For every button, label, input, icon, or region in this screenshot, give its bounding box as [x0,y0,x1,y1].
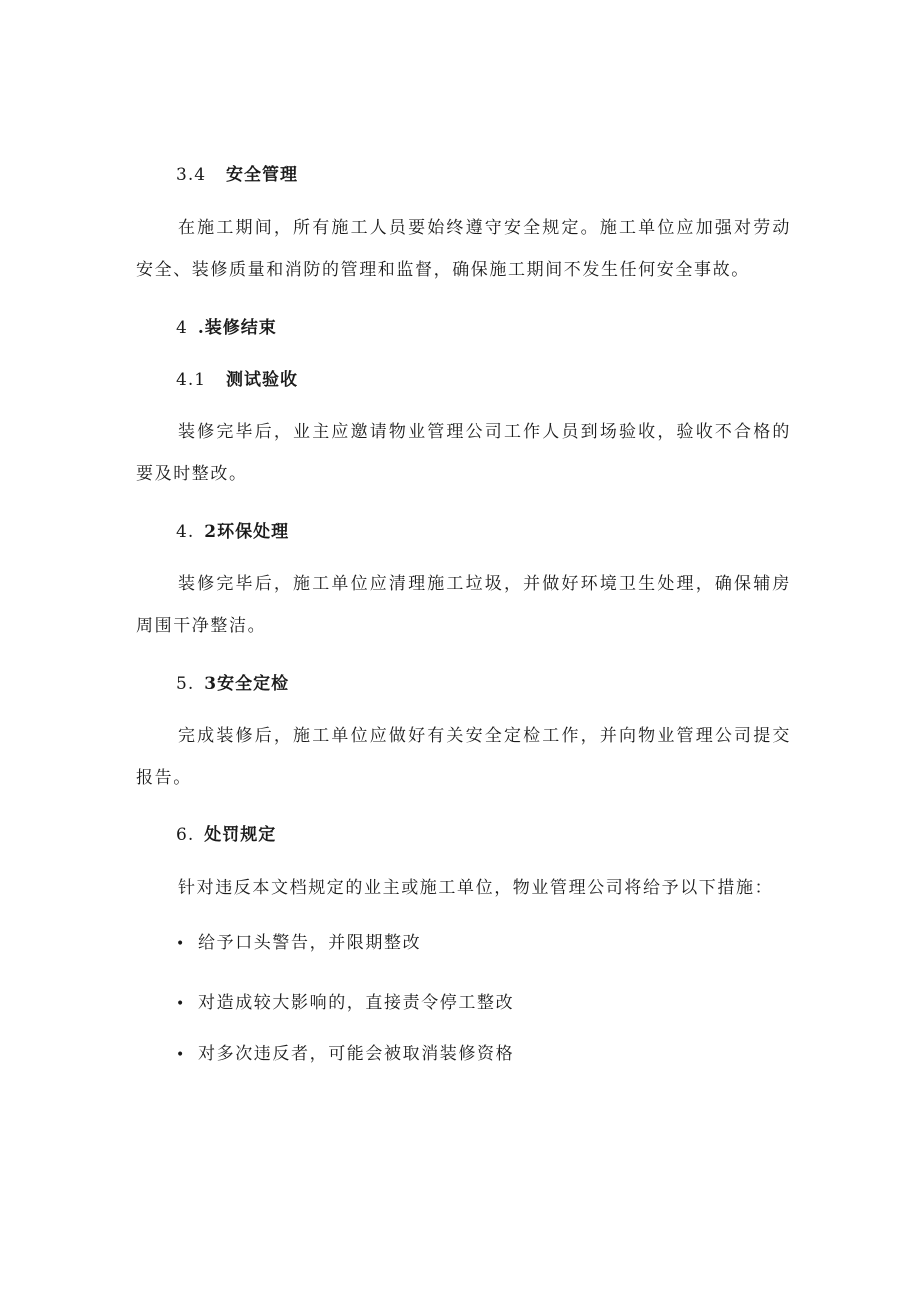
heading-number: 3.4 [176,165,207,185]
heading-number: 6. [176,825,195,845]
paragraph-acceptance-test: 装修完毕后，业主应邀请物业管理公司工作人员到场验收，验收不合格的要及时整改。 [136,422,791,484]
list-item-text: 对造成较大影响的，直接责令停工整改 [198,993,515,1013]
heading-4-1 [176,368,298,392]
heading-number: 4.1 [176,370,207,390]
list-item [176,991,514,1016]
bullet-icon: • [176,996,186,1012]
heading-4-2 [176,520,289,544]
heading-title: 安全管理 [226,165,299,185]
heading-number: 4. [176,522,195,542]
heading-title: 处罚规定 [204,825,277,845]
bullet-icon: • [176,936,186,952]
paragraph-penalty-intro: 针对违反本文档规定的业主或施工单位，物业管理公司将给予以下措施： [178,878,774,898]
list-item-text: 对多次违反者，可能会被取消装修资格 [198,1044,515,1064]
paragraph-safety-management: 在施工期间，所有施工人员要始终遵守安全规定。施工单位应加强对劳动安全、装修质量和消防的管理和监督，确保施工期间不发生任何安全事故。 [136,218,791,280]
heading-5-3 [176,672,289,696]
heading-number: 4 [176,318,188,338]
paragraph-environmental: 装修完毕后，施工单位应清理施工垃圾，并做好环境卫生处理，确保辅房周围干净整洁。 [136,574,791,636]
heading-6 [176,823,276,847]
bullet-icon: • [176,1047,186,1063]
list-item [176,1042,514,1067]
heading-3-4 [176,163,298,187]
heading-title: 3安全定检 [204,674,290,694]
heading-number: 5. [176,674,195,694]
heading-title: .装修结束 [197,318,277,338]
heading-title: 测试验收 [226,370,299,390]
heading-title: 2环保处理 [204,522,290,542]
heading-4 [176,316,277,340]
paragraph-safety-inspection: 完成装修后，施工单位应做好有关安全定检工作，并向物业管理公司提交报告。 [136,726,791,788]
list-item [176,931,421,956]
list-item-text: 给予口头警告，并限期整改 [198,933,422,953]
